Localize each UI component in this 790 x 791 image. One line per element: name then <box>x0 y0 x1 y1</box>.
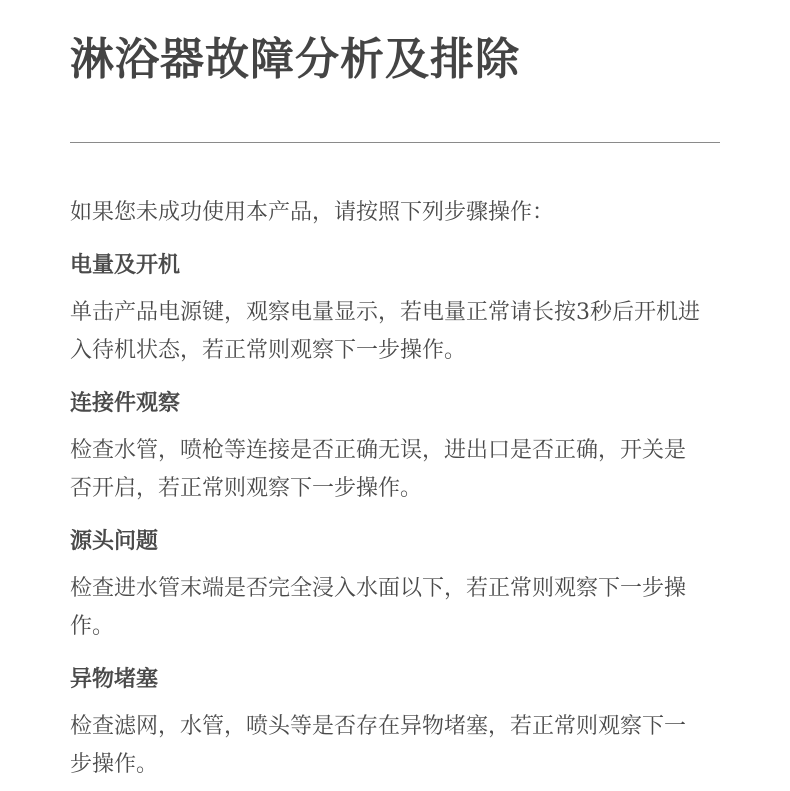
section-body: 单击产品电源键，观察电量显示，若电量正常请长按3秒后开机进入待机状态，若正常则观察下一步操作。 <box>70 300 700 363</box>
section-body: 检查滤网，水管，喷头等是否存在异物堵塞，若正常则观察下一步操作。 <box>70 714 687 777</box>
section-body: 检查进水管末端是否完全浸入水面以下，若正常则观察下一步操作。 <box>70 576 687 639</box>
title-divider <box>70 142 720 143</box>
section-power-on <box>70 246 720 370</box>
intro-text: 如果您未成功使用本产品，请按照下列步骤操作： <box>70 200 555 225</box>
section-water-source <box>70 522 720 646</box>
section-heading: 电量及开机 <box>70 252 181 278</box>
section-blockage <box>70 660 720 784</box>
section-body: 检查水管，喷枪等连接是否正确无误，进出口是否正确，开关是否开启，若正常则观察下一步操作。 <box>70 438 687 501</box>
page-title: 淋浴器故障分析及排除 <box>70 34 520 85</box>
section-connections <box>70 384 720 508</box>
section-heading: 连接件观察 <box>70 390 181 416</box>
section-heading: 异物堵塞 <box>70 666 159 692</box>
section-heading: 源头问题 <box>70 528 159 554</box>
troubleshooting-content <box>70 194 720 791</box>
